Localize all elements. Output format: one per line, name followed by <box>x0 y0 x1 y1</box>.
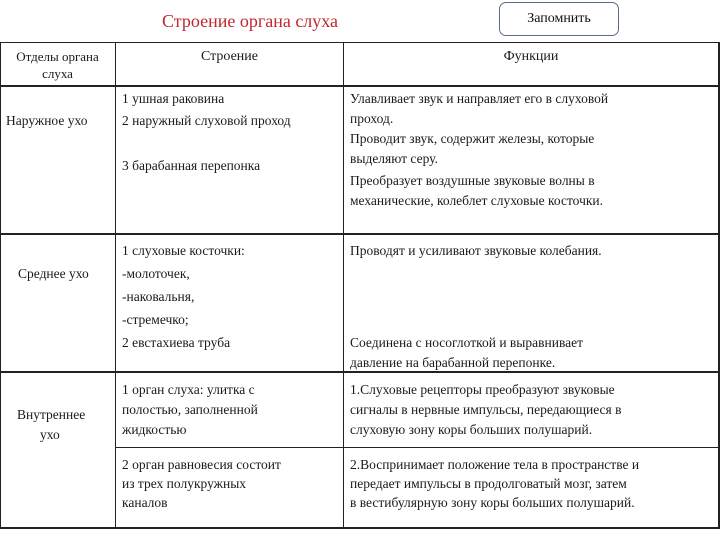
inner-function-4: 2.Воспринимает положение тела в пространстве и <box>350 457 640 472</box>
table-border-top <box>0 42 720 43</box>
inner-function-2: сигналы в нервные импульсы, передающиеся в <box>350 402 622 417</box>
middle-structure-1: 1 слуховые косточки: <box>122 243 245 258</box>
outer-structure-1: 1 ушная раковина <box>122 91 225 106</box>
outer-function-2: проход. <box>350 111 394 126</box>
table-border-bottom <box>0 527 720 529</box>
middle-structure-2: -молоточек, <box>122 266 190 281</box>
header-structure: Строение <box>200 49 259 64</box>
outer-function-4: выделяют серу. <box>350 151 438 166</box>
middle-function-1: Проводят и усиливают звуковые колебания. <box>350 243 602 258</box>
outer-function-6: механические, колеблет слуховые косточки. <box>350 193 604 208</box>
table-divider-row1 <box>0 233 720 235</box>
outer-structure-2: 2 наружный слуховой проход <box>122 113 291 128</box>
inner-function-6: в вестибулярную зону коры больших полушарий. <box>350 495 635 510</box>
middle-structure-3: -наковальня, <box>122 289 195 304</box>
middle-structure-4: -стремечко; <box>122 312 189 327</box>
inner-structure-5: из трех полукружных <box>122 476 247 491</box>
inner-function-1: 1.Слуховые рецепторы преобразуют звуковые <box>350 382 615 397</box>
header-section-line1: Отделы органа <box>16 49 99 64</box>
outer-function-1: Улавливает звук и направляет его в слуховой <box>350 91 609 106</box>
table-col-divider-2 <box>343 42 344 528</box>
table-divider-inner3 <box>115 447 720 448</box>
inner-structure-3: жидкостью <box>122 422 187 437</box>
outer-function-3: Проводит звук, содержит железы, которые <box>350 131 595 146</box>
outer-structure-3: 3 барабанная перепонка <box>122 158 261 173</box>
row-inner-ear-section-line2: ухо <box>40 427 60 442</box>
table-divider-header <box>0 85 720 87</box>
header-section-line2: слуха <box>42 66 73 81</box>
table-col-divider-1 <box>115 42 116 528</box>
inner-structure-4: 2 орган равновесия состоит <box>122 457 281 472</box>
middle-function-2: Соединена с носоглоткой и выравнивает <box>350 335 584 350</box>
inner-structure-6: каналов <box>122 495 168 510</box>
header-functions: Функции <box>503 49 559 64</box>
middle-function-3: давление на барабанной перепонке. <box>350 355 556 370</box>
row-middle-ear-section: Среднее ухо <box>18 266 89 281</box>
inner-function-5: передает импульсы в продолговатый мозг, затем <box>350 476 627 491</box>
outer-function-5: Преобразует воздушные звуковые волны в <box>350 173 595 188</box>
remember-button[interactable]: Запомнить <box>499 2 619 36</box>
page-title: Строение органа слуха <box>162 11 339 31</box>
table-border-right <box>718 42 720 528</box>
row-inner-ear-section-line1: Внутреннее <box>17 407 86 422</box>
inner-structure-1: 1 орган слуха: улитка с <box>122 382 255 397</box>
row-outer-ear-section: Наружное ухо <box>6 113 88 128</box>
inner-structure-2: полостью, заполненной <box>122 402 258 417</box>
table-border-left <box>0 42 1 528</box>
middle-structure-5: 2 евстахиева труба <box>122 335 231 350</box>
inner-function-3: слуховую зону коры больших полушарий. <box>350 422 593 437</box>
